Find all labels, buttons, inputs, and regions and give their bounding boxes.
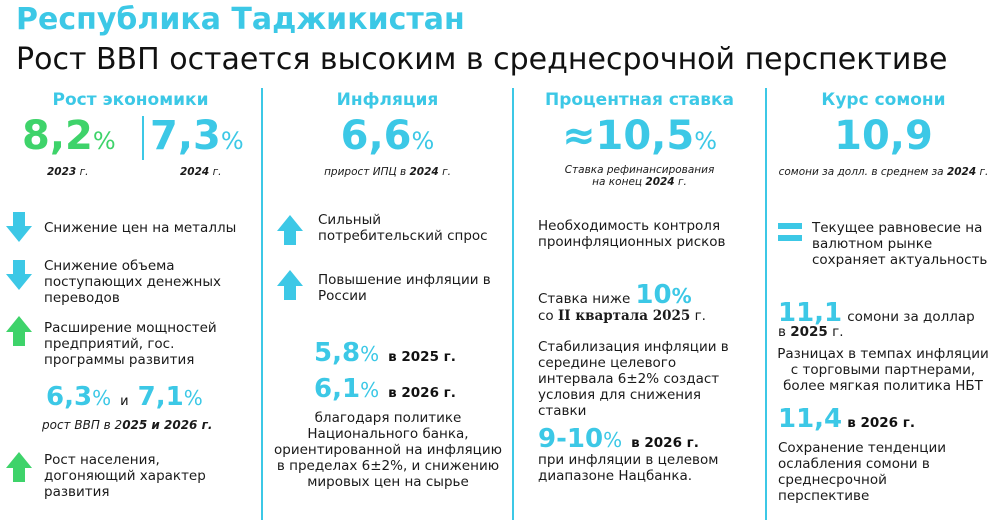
caption-text: прирост ИПЦ в: [324, 166, 410, 178]
approx-sign: ≈: [561, 113, 596, 159]
fx-text: Сохранение тенденции ослабления сомони в среднесрочной перспективе: [778, 440, 947, 504]
arrow-up-icon: [6, 452, 32, 482]
fx-caption: [767, 166, 1000, 178]
rate-below-number: 10: [635, 280, 672, 310]
range-year: в 2026 г.: [631, 435, 699, 451]
percent-sign: %: [694, 127, 718, 155]
rate-below-text: Ставка ниже: [538, 291, 631, 307]
gdp-forecast: [46, 382, 203, 412]
caption-suffix: г.: [976, 166, 989, 178]
factor-text: Снижение объема поступающих денежных переводов: [44, 258, 222, 306]
arrow-up-icon: [277, 270, 303, 300]
caption-years: 025 и 2026 г.: [122, 418, 213, 432]
arrow-up-icon: [6, 316, 32, 346]
caption-year: 2024: [180, 166, 210, 178]
caption-suffix: г.: [76, 166, 89, 178]
factor-text: Расширение мощностей предприятий, гос. программы развития: [44, 320, 217, 368]
caption-text: на конец: [592, 176, 646, 188]
caption-suffix: г.: [209, 166, 222, 178]
fx-text: Текущее равновесие на валютном рынке сохраняет актуальность: [812, 220, 988, 268]
forecast-caption: [42, 418, 212, 432]
rate-value: [514, 113, 765, 159]
fx-2025-year: [778, 324, 844, 340]
factor-text: Рост населения, догоняющий характер развития: [44, 452, 206, 500]
factor-text: Снижение цен на металлы: [44, 220, 237, 236]
rate-number: 10,5: [595, 113, 695, 159]
rate-text: Необходимость контроля проинфляционных рисков: [538, 218, 726, 250]
forecast-unit: сомони за доллар: [847, 309, 975, 325]
equals-icon: [778, 222, 802, 242]
fx-text: Разницах в темпах инфляции с торговыми партнерами, более мягкая политика НБТ: [777, 346, 989, 394]
caption-line: Ставка рефинансирования: [564, 164, 715, 176]
col-inflation-title: Инфляция: [336, 90, 439, 110]
factor-text: Повышение инфляции в России: [318, 272, 491, 304]
arrow-down-icon: [6, 260, 32, 290]
forecast-year: в 2025 г.: [388, 349, 456, 365]
caption-year: 2024: [946, 166, 977, 178]
country-title: Республика Таджикистан: [16, 2, 465, 37]
fx-value: 10,9: [834, 113, 933, 159]
forecast-number: 6,1: [314, 374, 361, 404]
inflation-note: благодаря политике Национального банка, ориентированной на инфляцию в пределах 6±2%, и снижению мировых цен на сырье: [273, 410, 503, 490]
caption-text: сомони за долл. в среднем за: [778, 166, 947, 178]
period-text: со: [538, 308, 558, 324]
percent-sign: %: [360, 342, 380, 366]
caption-text: рост ВВП в 2: [42, 418, 123, 432]
inflation-2025-forecast: [314, 338, 456, 368]
year-prefix: в: [778, 324, 791, 340]
percent-sign: %: [411, 127, 435, 155]
rate-2026-range: [538, 424, 699, 454]
gdp-2023-value: [22, 113, 116, 159]
col-rate-title: Процентная ставка: [544, 90, 735, 110]
inflation-number: 6,6: [340, 113, 412, 159]
rate-text: при инфляции в целевом диапазоне Нацбанка.: [538, 452, 719, 484]
percent-sign: %: [220, 127, 244, 155]
arrow-down-icon: [6, 212, 32, 242]
caption-2024: [180, 166, 221, 178]
forecast-year: 2025: [790, 324, 828, 340]
forecast-year: в 2026 г.: [388, 385, 456, 401]
rate-caption: [514, 164, 765, 188]
range-number: 9-10: [538, 424, 604, 454]
gdp-2025-forecast: 6,3: [46, 382, 93, 412]
caption-year: 2024: [409, 166, 439, 178]
rate-below: [538, 280, 692, 310]
rate-below-period: [538, 308, 706, 324]
forecast-number: 11,4: [778, 404, 843, 434]
period-bold: II квартала 2025: [557, 308, 691, 324]
value-divider: [142, 116, 144, 160]
caption-suffix: г.: [438, 166, 451, 178]
inflation-2024-value: [263, 113, 512, 159]
percent-sign: %: [603, 428, 623, 452]
forecast-year: в 2026 г.: [847, 415, 915, 431]
caption-suffix: г.: [674, 176, 687, 188]
and-word: и: [120, 394, 129, 409]
caption-line: [514, 176, 765, 188]
arrow-up-icon: [277, 215, 303, 245]
fx-2026-forecast: [778, 404, 915, 434]
caption-2023: [47, 166, 88, 178]
rate-text: Стабилизация инфляции в середине целевого интервала 6±2% создаст условия для снижения ставки: [538, 339, 729, 419]
caption-year: 2023: [47, 166, 77, 178]
percent-sign: %: [360, 378, 380, 402]
inflation-caption: [263, 166, 512, 178]
headline: Рост ВВП остается высоким в среднесрочной перспективе: [16, 42, 948, 77]
percent-sign: %: [183, 386, 203, 410]
percent-sign: %: [92, 127, 116, 155]
gdp-2024-value: [150, 113, 244, 159]
caption-year: 2024: [645, 176, 675, 188]
forecast-number: 11,1: [778, 298, 843, 328]
gdp-2026-forecast: 7,1: [137, 382, 184, 412]
inflation-2026-forecast: [314, 374, 456, 404]
col-fx-title: Курс сомони: [821, 90, 946, 110]
col-economy-title: Рост экономики: [52, 90, 209, 110]
percent-sign: %: [671, 284, 692, 308]
period-suffix: г.: [690, 308, 706, 324]
percent-sign: %: [92, 386, 112, 410]
forecast-number: 5,8: [314, 338, 361, 368]
year-suffix: г.: [827, 324, 844, 340]
gdp-2024-number: 7,3: [150, 113, 221, 159]
gdp-2023-number: 8,2: [22, 113, 93, 159]
factor-text: Сильный потребительский спрос: [318, 212, 488, 244]
